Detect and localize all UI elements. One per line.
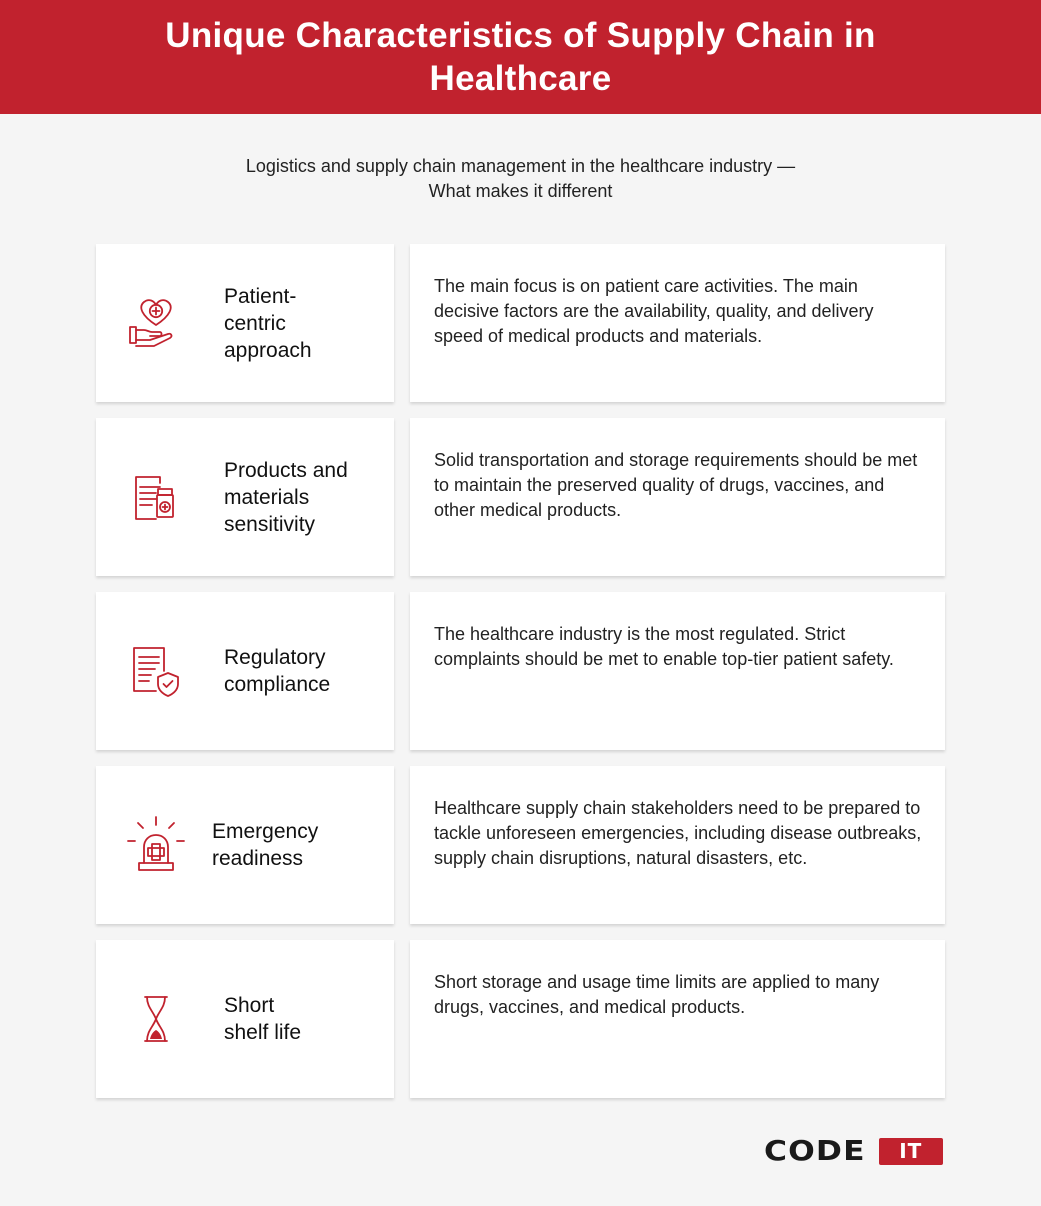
- characteristic-row-emergency: [96, 766, 945, 924]
- characteristic-title: [224, 940, 389, 1098]
- characteristic-title-card: [96, 592, 394, 750]
- page-title: Unique Characteristics of Supply Chain in Healthcare: [165, 16, 876, 98]
- characteristic-title: [224, 244, 389, 402]
- characteristic-title: [212, 766, 377, 924]
- title-line: sensitivity: [224, 512, 316, 536]
- characteristic-title: [224, 592, 389, 750]
- heart-hand-icon: [124, 291, 188, 355]
- emergency-siren-icon: [124, 813, 188, 877]
- title-line: approach: [224, 338, 312, 362]
- characteristic-description: The main focus is on patient care activities. The main decisive factors are the availability, quality, and delivery speed of medical products and materials.: [434, 276, 874, 346]
- logo-code-text: CODE: [764, 1134, 866, 1167]
- characteristic-title-card: [96, 418, 394, 576]
- title-line: Short: [224, 994, 275, 1017]
- characteristic-description: Healthcare supply chain stakeholders need to be prepared to tackle unforeseen emergencies, including disease outbreaks, supply chain disruptions, natural disasters, etc.: [434, 798, 922, 868]
- characteristic-description: Solid transportation and storage requirements should be met to maintain the preserved quality of drugs, vaccines, and other medical products.: [434, 450, 918, 520]
- title-line: compliance: [224, 673, 331, 696]
- subtitle-line-2: What makes it different: [428, 181, 613, 201]
- hourglass-icon: [124, 987, 188, 1051]
- characteristic-title: [224, 418, 389, 576]
- characteristic-title-card: [96, 244, 394, 402]
- title-line: Products and: [224, 458, 348, 482]
- characteristic-description-card: [410, 244, 945, 402]
- header-banner: [0, 0, 1041, 114]
- document-shield-icon: [124, 639, 188, 703]
- characteristic-description-card: [410, 418, 945, 576]
- documents-medicine-icon: [124, 465, 188, 529]
- title-line: centric: [224, 311, 286, 335]
- characteristic-description-card: [410, 592, 945, 750]
- characteristic-description: The healthcare industry is the most regulated. Strict complaints should be met to enable top-tier patient safety.: [434, 624, 894, 669]
- subtitle-line-1: Logistics and supply chain management in the healthcare industry —: [245, 156, 796, 176]
- logo-it-badge: IT: [879, 1138, 943, 1165]
- characteristic-description-card: [410, 766, 945, 924]
- title-line: Emergency: [212, 820, 319, 843]
- characteristic-description: Short storage and usage time limits are applied to many drugs, vaccines, and medical products.: [434, 972, 880, 1017]
- characteristic-description-card: [410, 940, 945, 1098]
- title-line: readiness: [212, 847, 304, 870]
- characteristic-row-patient-centric: [96, 244, 945, 402]
- title-line: Regulatory: [224, 646, 326, 669]
- page-subtitle: [170, 154, 871, 204]
- characteristic-row-sensitivity: [96, 418, 945, 576]
- title-line: materials: [224, 485, 310, 509]
- characteristic-title-card: [96, 940, 394, 1098]
- characteristic-title-card: [96, 766, 394, 924]
- characteristic-row-shelf-life: [96, 940, 945, 1098]
- brand-logo: [764, 1136, 943, 1166]
- title-line: Patient-: [224, 284, 297, 308]
- title-line: shelf life: [224, 1021, 302, 1044]
- characteristic-row-regulatory: [96, 592, 945, 750]
